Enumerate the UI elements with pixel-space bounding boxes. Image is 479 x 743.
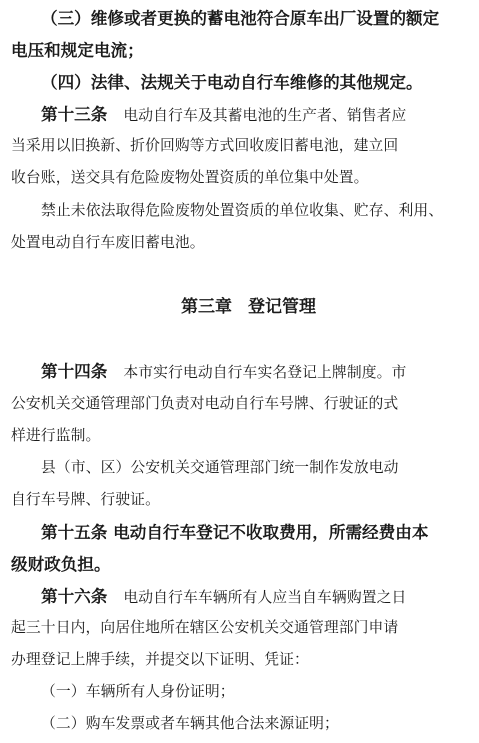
article-13-text: 电动自行车及其蓄电池的生产者、销售者应 [123, 107, 407, 124]
article-13-line3: 收台账，送交具有危险废物处置资质的单位集中处置。 [11, 169, 369, 186]
chapter-heading [181, 296, 316, 318]
article-16-item1: （一）车辆所有人身份证明； [41, 683, 235, 700]
article-14-para2-line1: 县（市、区）公安机关交通管理部门统一制作发放电动 [41, 459, 399, 476]
prohibition-line1: 禁止未依法取得危险废物处置资质的单位收集、贮存、利用、 [41, 202, 444, 219]
clause-three-line2: 电压和规定电流； [11, 40, 144, 60]
article-16-line2: 起三十日内，向居住地所在辖区公安机关交通管理部门申请 [11, 619, 399, 636]
article-14-line3: 样进行监制。 [11, 427, 101, 444]
article-14-line2: 公安机关交通管理部门负责对电动自行车号牌、行驶证的式 [11, 395, 399, 412]
article-16-line1 [41, 585, 406, 609]
chapter-title: 登记管理 [248, 297, 316, 317]
article-14-label: 第十四条 [41, 361, 108, 381]
article-14-para2-line2: 自行车号牌、行驶证。 [11, 491, 160, 508]
chapter-number: 第三章 [181, 297, 232, 317]
article-15-line2: 级财政负担。 [11, 554, 111, 574]
article-14-text: 本市实行电动自行车实名登记上牌制度。市 [123, 364, 407, 381]
prohibition-line2: 处置电动自行车废旧蓄电池。 [11, 234, 205, 251]
article-13-line2: 当采用以旧换新、折价回购等方式回收废旧蓄电池，建立回 [11, 137, 399, 154]
article-15-line1: 第十五条 电动自行车登记不收取费用，所需经费由本 [41, 522, 429, 542]
article-16-text: 电动自行车车辆所有人应当自车辆购置之日 [123, 589, 407, 606]
article-16-label: 第十六条 [41, 586, 108, 606]
article-14-line1 [41, 360, 406, 384]
clause-three-line1: （三）维修或者更换的蓄电池符合原车出厂设置的额定 [41, 8, 440, 28]
clause-four: （四）法律、法规关于电动自行车维修的其他规定。 [41, 72, 423, 92]
article-13-label: 第十三条 [41, 104, 108, 124]
article-13-line1 [41, 103, 406, 127]
article-16-line3: 办理登记上牌手续，并提交以下证明、凭证： [11, 651, 309, 668]
article-16-item2: （二）购车发票或者车辆其他合法来源证明； [41, 715, 339, 732]
